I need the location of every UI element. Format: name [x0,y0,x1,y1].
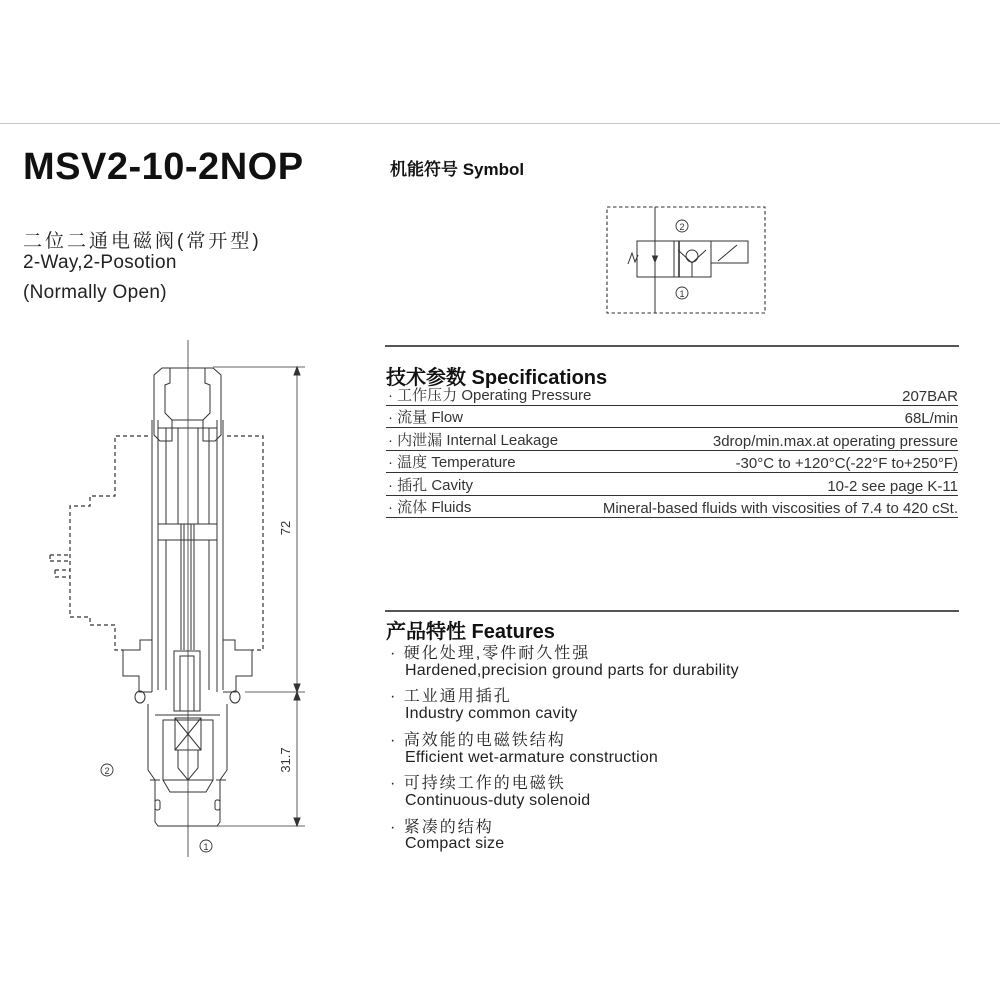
valve-cross-section-drawing [0,330,340,860]
spec-row-internal-leakage [386,429,958,451]
subtitle-chinese: 二位二通电磁阀(常开型) [23,231,262,252]
symbol-port-2: 2 [679,222,685,232]
features-divider [385,610,959,612]
spec-row-operating-pressure [386,384,958,406]
spec-value: Mineral-based fluids with viscosities of 7.4 to 420 cSt. [602,500,958,517]
spec-label: · 温度 Temperature [388,454,516,471]
feature-en: Compact size [405,835,505,852]
dimension-total-label: 72 [278,520,293,536]
features-heading: 产品特性 Features [386,621,555,643]
spec-value: -30°C to +120°C(-22°F to+250°F) [735,455,958,472]
spec-label: · 内泄漏 Internal Leakage [388,432,559,449]
spec-value: 10-2 see page K-11 [827,478,958,495]
subtitle-english-mode: (Normally Open) [23,282,167,303]
port-1-label: 1 [203,842,209,852]
hydraulic-symbol [600,200,770,320]
spec-row-fluids [386,496,958,518]
symbol-port-1: 1 [679,289,685,299]
spec-row-cavity [386,474,958,496]
feature-cn: · 可持续工作的电磁铁 [390,775,566,792]
specifications-heading: 技术参数 Specifications [386,367,608,389]
spec-row-flow [386,406,958,428]
symbol-heading: 机能符号 Symbol [390,160,525,179]
dimension-lower-label: 31.7 [278,747,293,773]
port-2-label: 2 [104,766,110,776]
feature-en: Continuous-duty solenoid [405,792,591,809]
spec-value: 68L/min [904,410,958,427]
spec-row-temperature [386,451,958,473]
model-title: MSV2-10-2NOP [23,146,304,188]
feature-cn: · 硬化处理,零件耐久性强 [390,645,591,662]
top-divider [0,123,1000,124]
subtitle-english-type: 2-Way,2-Posotion [23,252,177,273]
feature-cn: · 紧凑的结构 [390,819,494,836]
spec-label: · 工作压力 Operating Pressure [388,387,592,404]
specifications-divider [385,345,959,347]
feature-en: Efficient wet-armature construction [405,749,659,766]
spec-label: · 流体 Fluids [388,499,472,516]
feature-en: Hardened,precision ground parts for durability [405,662,739,679]
spec-value: 207BAR [902,388,958,405]
spec-label: · 插孔 Cavity [388,477,474,494]
feature-en: Industry common cavity [405,705,578,722]
spec-value: 3drop/min.max.at operating pressure [712,433,958,450]
feature-cn: · 工业通用插孔 [390,688,512,705]
spec-label: · 流量 Flow [388,409,464,426]
feature-cn: · 高效能的电磁铁结构 [390,732,566,749]
